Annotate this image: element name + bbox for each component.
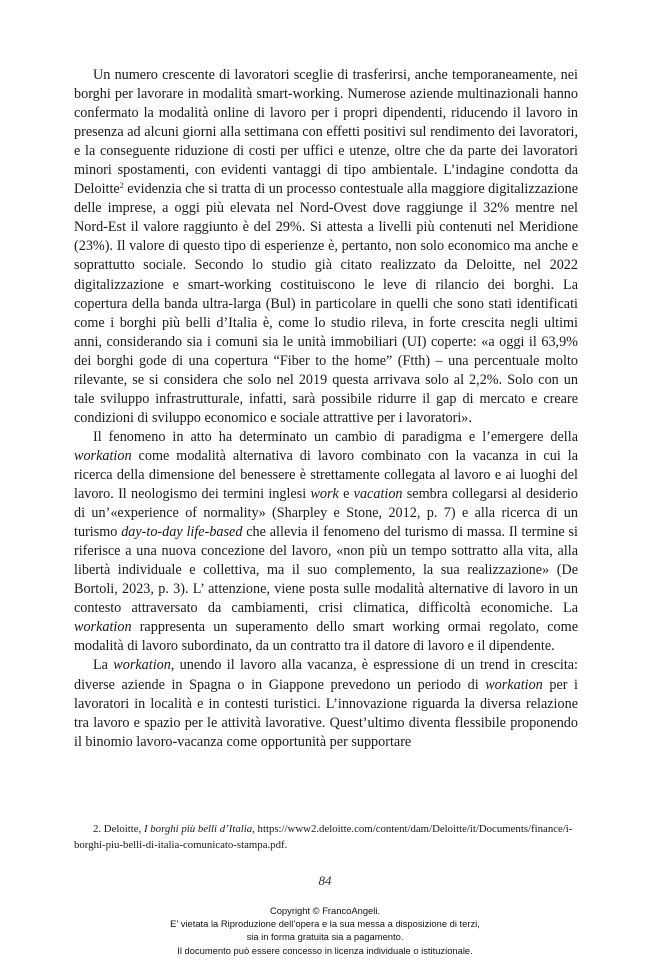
paragraph [74,428,578,657]
copyright-line: Il documento può essere concesso in licenza individuale o istituzionale. [177,944,473,956]
text-run: per i lavoratori in località e in contesti turistici. L’innovazione riguarda la diversa relazione tra lavoro e spazio per le attività lavorative. Quest’ultimo diventa flessibile proponendo il binomio lavoro-vacanza come opportunità per supportare [74,676,578,750]
text-run: rappresenta un superamento dello smart working ormai regolato, come modalità di lavoro subordinato, da un contratto tra il datore di lavoro e il dipendente. [74,619,578,655]
text-run: , https://www2.deloitte.com/content/dam/Deloitte/it/Documents/finance/i-borghi-piu-belli-di-italia-comunicato-stampa.pdf. [74,823,573,851]
body-text [74,66,578,752]
copyright-line: Copyright © FrancoAngeli. [269,905,381,916]
text-run: , unendo il lavoro alla vacanza, è espressione di un trend in crescita: diverse aziende in Spagna o in Giappone prevedono un periodo di [74,657,578,693]
copyright-line: E’ vietata la Riproduzione dell’opera e la sua messa a disposizione di terzi, [170,918,480,930]
text-run: Un numero crescente di lavoratori sceglie di trasferirsi, anche temporaneamente, nei borghi per lavorare in modalità smart-working. Numerose aziende multinazionali hanno confermato la modalità online di lavoro per i propri dipendenti, riducendo il lavoro in presenza ad alcuni giorni alla settimana con effetti positivi sul rendimento dei lavoratori, e la conseguente riduzione di costi per uffici e utenze, oltre che da parte dei lavoratori minori spostamenti, con evidenti vantaggi di tipo ambientale. L’indagine condotta da Deloitte [74,67,578,198]
text-run: e [338,486,354,503]
italic-text: workation [485,676,543,693]
text-run: evidenzia che si tratta di un processo contestuale alla maggiore digitalizzazione delle imprese, a oggi più elevata nel Nord-Ovest dove raggiunge il 32% mentre nel Nord-Est il valore raggiunto è del 29%. Si attesta a livelli più contenuti nel Meridione (23%). Il valore di questo tipo di esperienze è, pertanto, non solo economico ma anche e soprattutto sociale. Secondo lo studio già citato realizzato da Deloitte, nel 2022 digitalizzazione e smart-working costituiscono le leve di rilancio dei borghi. La copertura della banda ultra-larga (Bul) in particolare in quelli che sono stati identificati come i borghi più belli d’Italia è, come lo studio rileva, in forte crescita negli ultimi anni, considerando sia i comuni sia le unità immobiliari (UI) coperte: «a oggi il 63,9% dei borghi gode di una copertura “Fiber to the home” (Ftth) – una percentuale molto rilevante, se si considera che solo nel 2019 questa arrivava solo al 2,2%. Solo con un tale sviluppo infrastrutturale, infatti, sarà possibile ridurre il gap di mercato e creare condizioni di sviluppo economico e sociale attrattive per i lavoratori». [74,181,578,426]
footnote-ref: 2 [119,181,124,191]
page-number: 84 [318,873,332,888]
italic-text: workation [113,657,171,674]
text-run: che allevia il fenomeno del turismo di massa. Il termine si riferisce a una nuova concezione del lavoro, «non più un tempo sottratto alla vita, alla libertà individuale e collettiva, ma il suo complemento, la sua realizzazione» (De Bortoli, 2023, p. 3). L’ attenzione, viene posta sulle modalità alternative di lavoro in un contesto attraversato da cambiamenti, crisi climatica, difficoltà economiche. La [74,524,579,617]
copyright-notice [0,904,650,957]
footnote-text [74,822,578,853]
text-run: sembra collegarsi al desiderio di un’«experience of normality» (Sharpley e Stone, 2012, p. 7) e alla ricerca di un turismo [74,486,578,541]
text-run: come modalità alternativa di lavoro combinato con la vacanza in cui la ricerca della dimensione del benessere è strettamente collegata al lavoro e ai luoghi del lavoro. Il neologismo dei termini inglesi [74,447,578,503]
paragraph [74,656,578,751]
italic-text: I borghi più belli d’Italia [143,823,253,835]
text-run: 2. Deloitte, [93,823,144,835]
italic-text: vacation [353,486,403,503]
copyright-line: sia in forma gratuita sia a pagamento. [246,931,404,943]
italic-text: workation [74,447,132,464]
text-run: Il fenomeno in atto ha determinato un cambio di paradigma e l’emergere della [93,428,578,445]
footnote [74,822,578,853]
italic-text: work [310,486,339,503]
text-run: La [93,657,114,674]
italic-text: workation [74,619,132,636]
paragraph [74,66,578,428]
italic-text: day-to-day life-based [121,524,243,541]
